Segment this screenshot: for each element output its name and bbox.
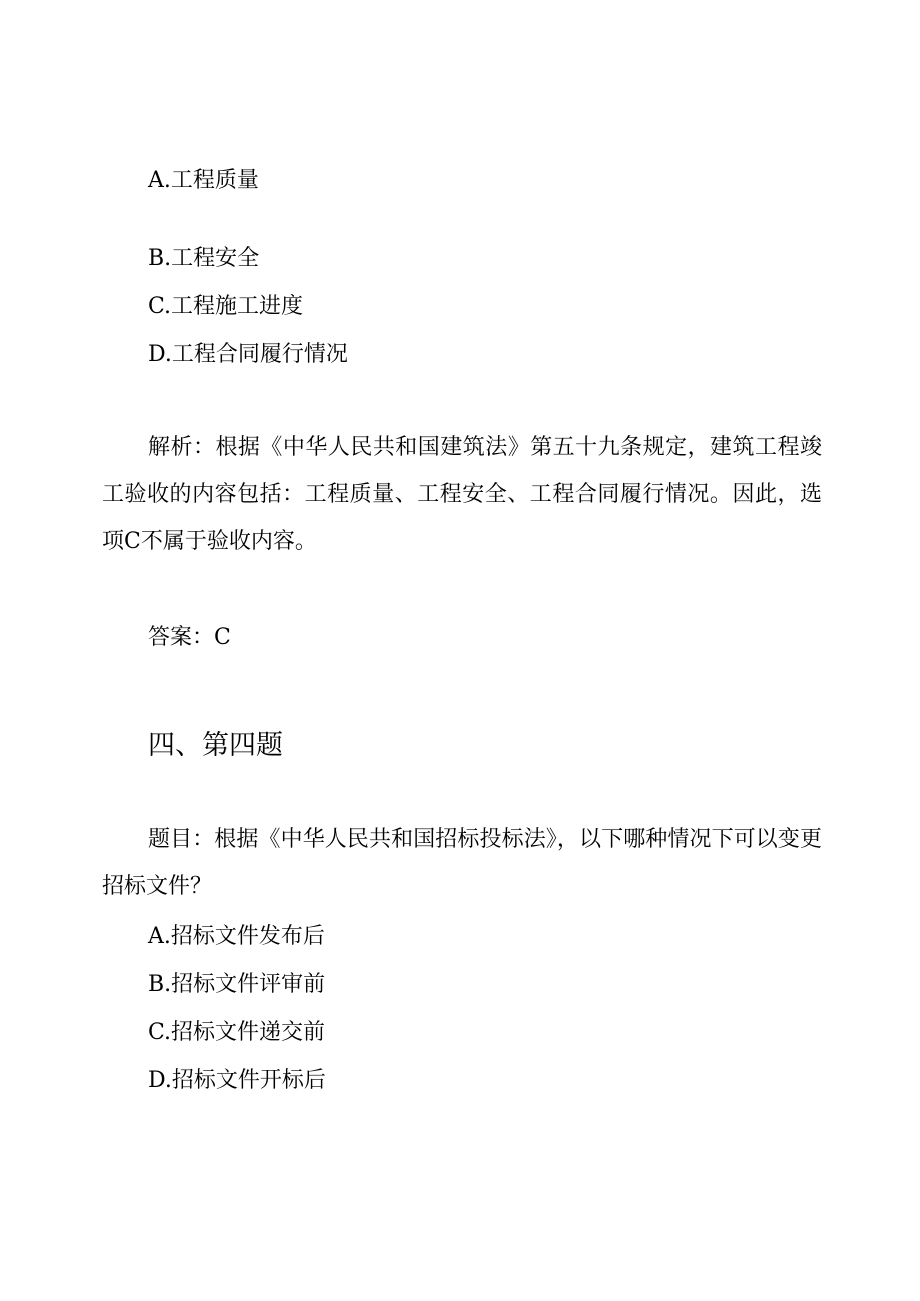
q3-answer: 答案：C [148, 625, 231, 650]
section-heading: 四、第四题 [148, 730, 283, 761]
q3-option-c: C.工程施工进度 [148, 294, 304, 319]
q4-question: 题目：根据《中华人民共和国招标投标法》，以下哪种情况下可以变更招标文件？ [102, 827, 822, 899]
q3-analysis: 解析：根据《中华人民共和国建筑法》第五十九条规定，建筑工程竣工验收的内容包括：工程质量、工程安全、工程合同履行情况。因此，选项C不属于验收内容。 [102, 435, 822, 554]
q4-option-c: C.招标文件递交前 [148, 1020, 326, 1045]
q4-option-b: B.招标文件评审前 [148, 972, 326, 997]
q3-option-b: B.工程安全 [148, 246, 260, 271]
q4-option-a: A.招标文件发布后 [148, 924, 325, 949]
q3-option-d: D.工程合同履行情况 [148, 342, 348, 367]
q3-option-a: A.工程质量 [148, 168, 259, 193]
q4-option-d: D.招标文件开标后 [148, 1068, 326, 1093]
